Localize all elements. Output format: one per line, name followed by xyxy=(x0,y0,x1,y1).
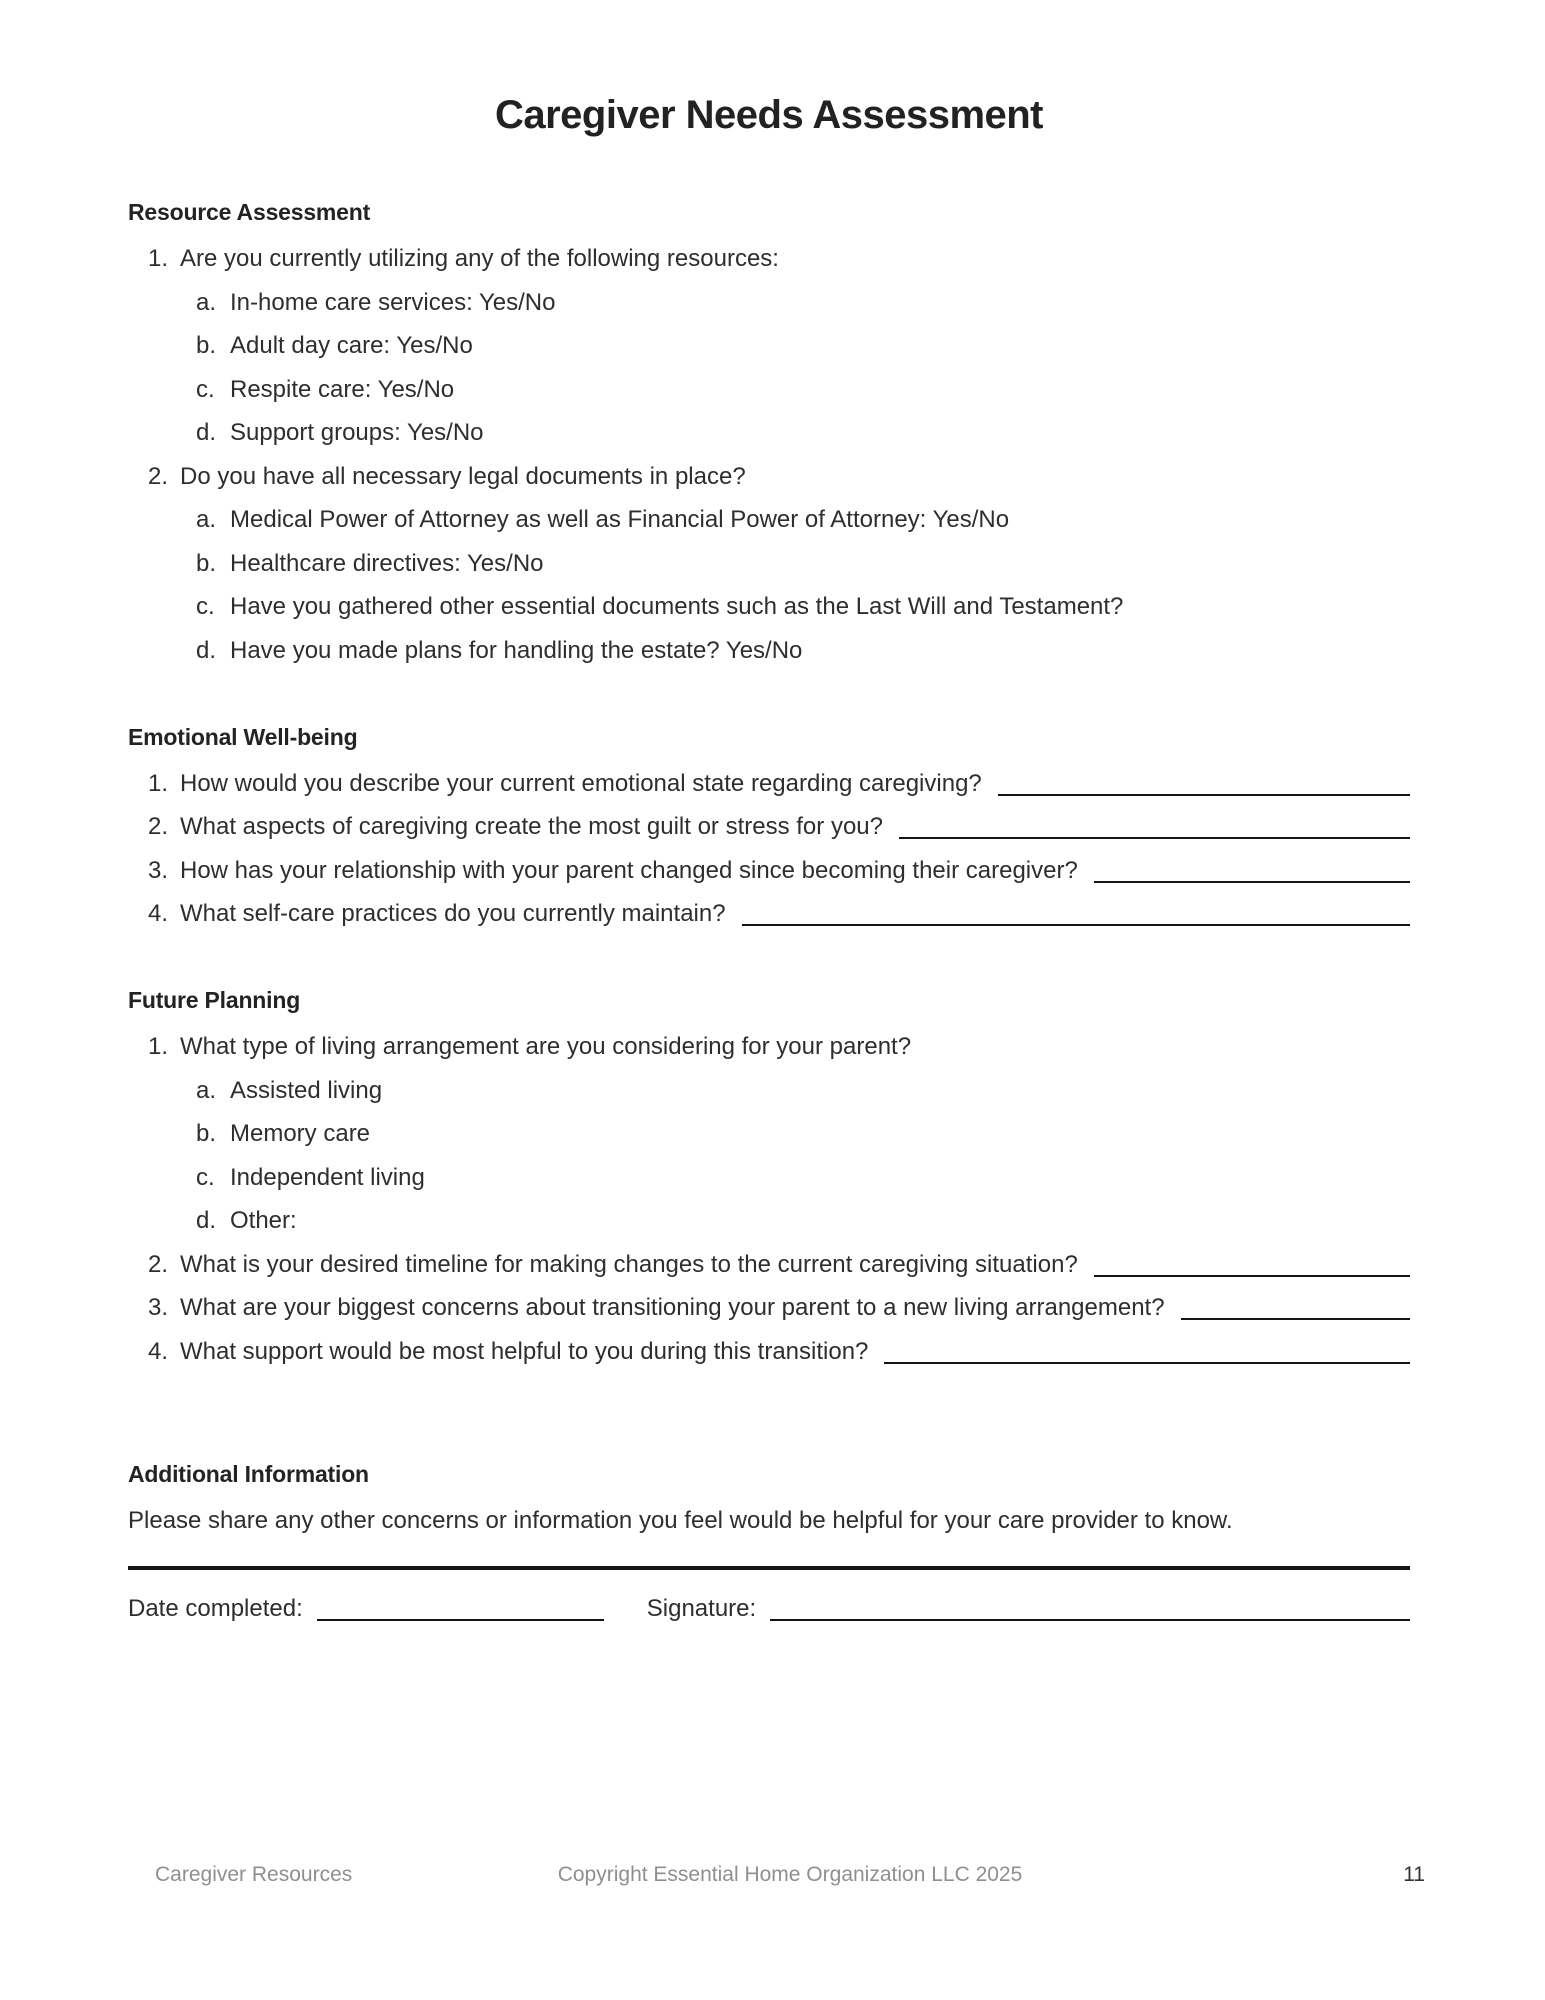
option-item xyxy=(196,551,1410,576)
answer-blank-line[interactable] xyxy=(1094,1273,1410,1277)
item-marker: b. xyxy=(196,549,217,577)
section-heading-future-planning: Future Planning xyxy=(128,987,301,1013)
footer-copyright: Copyright Essential Home Organization LLC 2025 xyxy=(557,1863,1023,1886)
item-marker: c. xyxy=(196,375,215,403)
answer-blank-line[interactable] xyxy=(884,1360,1410,1364)
question-item xyxy=(148,901,1410,926)
question-item xyxy=(148,246,1410,271)
item-marker: 1. xyxy=(148,769,169,797)
item-marker: 3. xyxy=(148,856,169,884)
option-text: Respite care: Yes/No xyxy=(230,375,455,403)
item-marker: a. xyxy=(196,506,217,533)
date-blank-line[interactable] xyxy=(317,1617,604,1621)
question-item xyxy=(148,858,1410,883)
question-item xyxy=(148,1252,1410,1277)
answer-blank-line[interactable] xyxy=(1094,879,1410,883)
option-item xyxy=(196,1121,1410,1146)
signoff-row xyxy=(128,1596,1410,1621)
answer-blank-line[interactable] xyxy=(998,792,1410,796)
item-marker: 2. xyxy=(148,813,169,840)
item-marker: 4. xyxy=(148,1337,169,1365)
item-marker: 1. xyxy=(148,1033,169,1060)
question-item xyxy=(148,1339,1410,1364)
question-text: Are you currently utilizing any of the following resources: xyxy=(180,245,779,272)
question-text: What type of living arrangement are you considering for your parent? xyxy=(180,1033,912,1060)
question-item xyxy=(148,814,1410,839)
question-text: How has your relationship with your parent changed since becoming their caregiver? xyxy=(180,856,1078,884)
date-completed-label: Date completed: xyxy=(128,1594,303,1622)
option-item xyxy=(196,1078,1410,1103)
signature-blank-line[interactable] xyxy=(770,1617,1410,1621)
item-marker: 3. xyxy=(148,1294,169,1321)
option-item xyxy=(196,420,1410,445)
question-text: How would you describe your current emotional state regarding caregiving? xyxy=(180,769,982,797)
item-marker: c. xyxy=(196,593,215,620)
question-item xyxy=(148,771,1410,796)
item-marker: d. xyxy=(196,636,217,664)
option-text: Assisted living xyxy=(230,1076,383,1104)
option-item xyxy=(196,594,1410,619)
page-number: 11 xyxy=(1403,1863,1425,1886)
option-item xyxy=(196,1165,1410,1190)
question-text: Do you have all necessary legal documents in place? xyxy=(180,462,746,490)
option-text: Other: xyxy=(230,1207,297,1234)
question-item xyxy=(148,1295,1410,1320)
item-marker: d. xyxy=(196,1207,217,1234)
item-marker: b. xyxy=(196,1120,217,1147)
option-text: Support groups: Yes/No xyxy=(230,419,484,446)
option-text: Adult day care: Yes/No xyxy=(230,332,473,359)
item-marker: a. xyxy=(196,1076,217,1104)
option-item xyxy=(196,377,1410,402)
section-heading-resource-assessment: Resource Assessment xyxy=(128,199,371,225)
option-item xyxy=(196,1208,1410,1233)
question-text: What are your biggest concerns about transitioning your parent to a new living arrangement? xyxy=(180,1294,1165,1321)
additional-info-instruction: Please share any other concerns or information you feel would be helpful for your care provider to know. xyxy=(128,1506,1233,1534)
item-marker: a. xyxy=(196,288,217,316)
item-marker: 4. xyxy=(148,900,169,927)
answer-blank-line[interactable] xyxy=(742,922,1410,926)
item-marker: c. xyxy=(196,1163,215,1191)
answer-blank-line[interactable] xyxy=(899,835,1410,839)
additional-info-write-line[interactable] xyxy=(128,1566,1410,1570)
option-item xyxy=(196,638,1410,663)
item-marker: b. xyxy=(196,332,217,359)
option-text: Memory care xyxy=(230,1120,371,1147)
page-footer xyxy=(155,1862,1425,1887)
signature-label: Signature: xyxy=(646,1594,757,1622)
option-item xyxy=(196,333,1410,358)
option-text: Medical Power of Attorney as well as Financial Power of Attorney: Yes/No xyxy=(230,506,1010,533)
item-marker: d. xyxy=(196,419,217,446)
option-text: Independent living xyxy=(230,1163,425,1191)
footer-section-name: Caregiver Resources xyxy=(155,1863,353,1886)
option-text: Have you gathered other essential documents such as the Last Will and Testament? xyxy=(230,593,1124,620)
question-item xyxy=(148,1034,1410,1059)
question-text: What is your desired timeline for making changes to the current caregiving situation? xyxy=(180,1250,1078,1278)
item-marker: 1. xyxy=(148,245,169,272)
option-item xyxy=(196,290,1410,315)
question-item xyxy=(148,464,1410,489)
question-text: What self-care practices do you currently maintain? xyxy=(180,900,726,927)
item-marker: 2. xyxy=(148,462,169,490)
question-text: What support would be most helpful to you during this transition? xyxy=(180,1337,869,1365)
item-marker: 2. xyxy=(148,1250,169,1278)
section-heading-emotional-well-being: Emotional Well-being xyxy=(128,723,358,750)
option-item xyxy=(196,507,1410,532)
option-text: Have you made plans for handling the estate? Yes/No xyxy=(230,636,803,664)
answer-blank-line[interactable] xyxy=(1181,1316,1410,1320)
section-heading-additional-information: Additional Information xyxy=(128,1460,369,1487)
option-text: Healthcare directives: Yes/No xyxy=(230,549,544,577)
page-title: Caregiver Needs Assessment xyxy=(494,93,1044,137)
question-text: What aspects of caregiving create the most guilt or stress for you? xyxy=(180,813,883,840)
option-text: In-home care services: Yes/No xyxy=(230,288,556,316)
